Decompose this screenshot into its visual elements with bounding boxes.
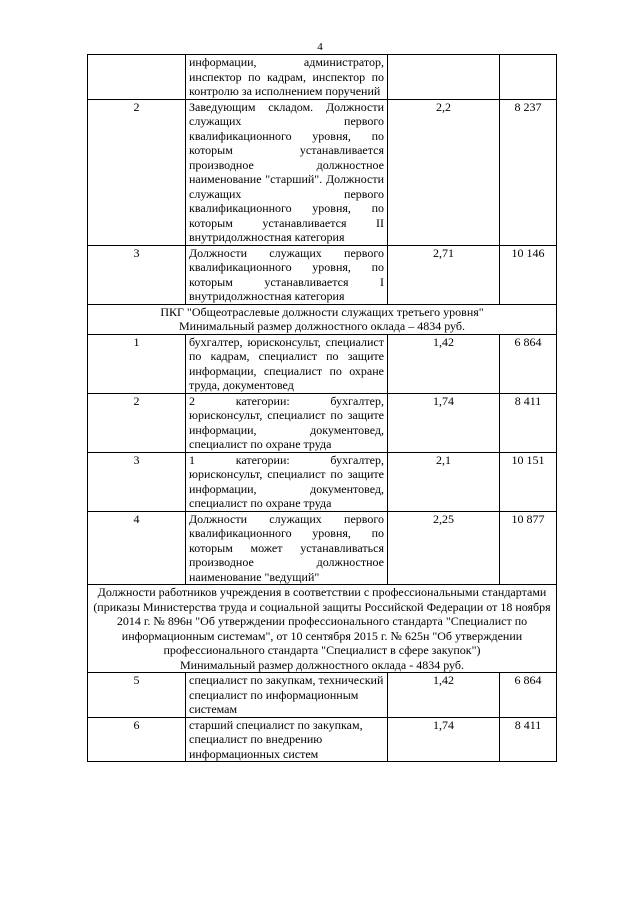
- salary-cell: 10 151: [500, 452, 557, 511]
- position-description: специалист по закупкам, технический специалист по информационным системам: [186, 673, 388, 718]
- row-number: 2: [88, 99, 186, 245]
- row-number: 4: [88, 511, 186, 585]
- position-description: старший специалист по закупкам, специалист по внедрению информационных систем: [186, 717, 388, 762]
- salary-cell: 10 877: [500, 511, 557, 585]
- coefficient-cell: 2,1: [388, 452, 500, 511]
- group-title: ПКГ "Общеотраслевые должности служащих третьего уровня": [160, 304, 484, 319]
- position-description: Заведующим складом. Должности служащих первого квалификационного уровня, по которым устанавливается производное должностное наименование "старший". Должности служащих первого квалификационного уровня, по которым устанавливается II внутридолжностная категория: [186, 99, 388, 245]
- row-number: 3: [88, 452, 186, 511]
- table-row: [88, 717, 557, 762]
- group-header: [88, 304, 557, 334]
- row-number: [88, 55, 186, 100]
- coefficient-cell: 2,2: [388, 99, 500, 245]
- position-description: бухгалтер, юрисконсульт, специалист по кадрам, специалист по защите информации, специалист по охране труда, документовед: [186, 334, 388, 393]
- table-row: [88, 511, 557, 585]
- salary-cell: 8 237: [500, 99, 557, 245]
- salary-cell: 10 146: [500, 245, 557, 304]
- coefficient-cell: [388, 55, 500, 100]
- group-header-row: [88, 304, 557, 334]
- minimum-salary-note: Минимальный размер должностного оклада - 4834 руб.: [180, 657, 464, 672]
- coefficient-cell: 2,71: [388, 245, 500, 304]
- group-header: [88, 585, 557, 673]
- salary-table: [87, 54, 557, 762]
- row-number: 1: [88, 334, 186, 393]
- table-row: [88, 99, 557, 245]
- salary-cell: 6 864: [500, 673, 557, 718]
- table-row: [88, 673, 557, 718]
- position-description: Должности служащих первого квалификационного уровня, по которым устанавливается I внутридолжностная категория: [186, 245, 388, 304]
- salary-cell: 8 411: [500, 393, 557, 452]
- position-description: 1 категории: бухгалтер, юрисконсульт, специалист по защите информации, документовед, специалист по охране труда: [186, 452, 388, 511]
- table-row: [88, 334, 557, 393]
- row-number: 6: [88, 717, 186, 762]
- group-title: Должности работников учреждения в соответствии с профессиональными стандартами (приказы Министерства труда и социальной защиты Российской Федерации от 18 ноября 2014 г. № 896н "Об утверждении профессионального стандарта "Специалист по информационным системам", от 10 сентября 2015 г. № 625н "Об утверждении профессионального стандарта "Специалист в сфере закупок"): [93, 585, 551, 657]
- position-description: информации, администратор, инспектор по кадрам, инспектор по контролю за исполнением поручений: [186, 55, 388, 100]
- row-number: 3: [88, 245, 186, 304]
- table-row: [88, 55, 557, 100]
- coefficient-cell: 1,74: [388, 393, 500, 452]
- position-description: 2 категории: бухгалтер, юрисконсульт, специалист по защите информации, документовед, специалист по охране труда: [186, 393, 388, 452]
- page-number: 4: [317, 41, 323, 53]
- coefficient-cell: 2,25: [388, 511, 500, 585]
- row-number: 5: [88, 673, 186, 718]
- position-description: Должности служащих первого квалификационного уровня, по которым может устанавливаться производное должностное наименование "ведущий": [186, 511, 388, 585]
- coefficient-cell: 1,42: [388, 673, 500, 718]
- row-number: 2: [88, 393, 186, 452]
- salary-cell: 6 864: [500, 334, 557, 393]
- salary-cell: [500, 55, 557, 100]
- minimum-salary-note: Минимальный размер должностного оклада – 4834 руб.: [179, 319, 465, 333]
- salary-cell: 8 411: [500, 717, 557, 762]
- table-row: [88, 452, 557, 511]
- coefficient-cell: 1,42: [388, 334, 500, 393]
- table-row: [88, 393, 557, 452]
- table-row: [88, 245, 557, 304]
- coefficient-cell: 1,74: [388, 717, 500, 762]
- group-header-row: [88, 585, 557, 673]
